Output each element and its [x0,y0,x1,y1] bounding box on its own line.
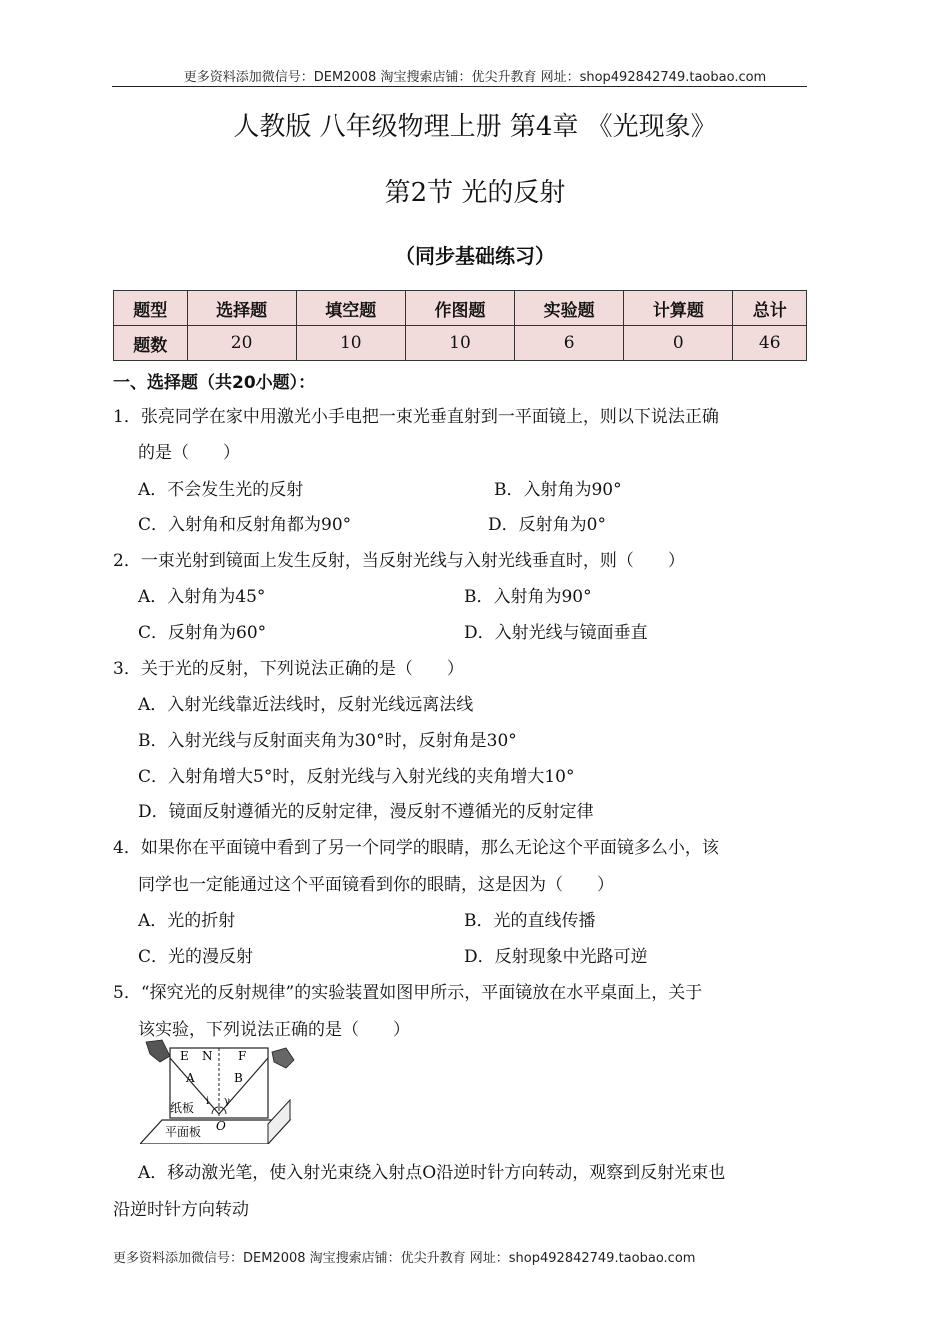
question-1-option-d: D．反射角为0° [488,515,606,535]
table-header-cell: 作图题 [405,291,514,326]
footer-note: 更多资料添加微信号：DEM2008 淘宝搜索店铺：优尖升教育 网址：shop492842749.taobao.com [113,1251,696,1266]
question-4-option-a: A．光的折射 [138,911,236,931]
question-summary-table [113,290,807,361]
question-3-option-b: B．入射光线与反射面夹角为30°时，反射角是30° [138,731,517,751]
question-2-option-a: A．入射角为45° [138,587,266,607]
label-paper-board: 纸板 [170,1101,195,1115]
table-cell: 6 [515,326,624,361]
table-cell: 0 [624,326,733,361]
label-a: A [186,1071,195,1085]
header-note: 更多资料添加微信号：DEM2008 淘宝搜索店铺：优尖升教育 网址：shop492842749.taobao.com [183,70,767,85]
question-1-stem: 1．张亮同学在家中用激光小手电把一束光垂直射到一平面镜上，则以下说法正确 [113,407,719,427]
question-4-stem: 4．如果你在平面镜中看到了另一个同学的眼睛，那么无论这个平面镜多么小，该 [113,838,719,858]
table-cell: 10 [405,326,514,361]
table-header-cell: 题型 [114,291,188,326]
left-hand-laser-icon [146,1040,170,1062]
question-3-stem: 3．关于光的反射，下列说法正确的是（ ） [113,659,464,679]
table-header-row [114,291,807,326]
table-header-cell: 计算题 [624,291,733,326]
table-row-header: 题数 [114,326,188,361]
table-cell: 46 [733,326,807,361]
question-4-option-b: B．光的直线传播 [464,911,596,931]
table-header-cell: 总计 [733,291,807,326]
question-3-option-d: D．镜面反射遵循光的反射定律，漫反射不遵循光的反射定律 [138,802,594,822]
header-divider [112,86,807,87]
label-n: N [202,1049,213,1063]
table-cell: 20 [187,326,296,361]
question-2-stem: 2．一束光射到镜面上发生反射，当反射光线与入射光线垂直时，则（ ） [113,551,685,571]
question-1-option-b: B．入射角为90° [494,480,622,500]
reflection-experiment-figure [140,1038,305,1144]
label-r: γ [224,1096,230,1107]
question-3-option-c: C．入射角增大5°时，反射光线与入射光线的夹角增大10° [138,767,575,787]
table-cell: 10 [296,326,405,361]
table-header-cell: 选择题 [187,291,296,326]
question-1-option-c: C．入射角和反射角都为90° [138,515,352,535]
question-2-option-d: D．入射光线与镜面垂直 [464,623,648,643]
question-5-option-a-cont: 沿逆时针方向转动 [113,1200,249,1220]
question-5-stem: 5．“探究光的反射规律”的实验装置如图甲所示，平面镜放在水平桌面上，关于 [113,983,703,1003]
label-i: i [206,1096,210,1107]
question-2-option-b: B．入射角为90° [464,587,592,607]
question-5-option-a: A．移动激光笔，使入射光束绕入射点O沿逆时针方向转动，观察到反射光束也 [138,1163,726,1183]
table-header-cell: 实验题 [515,291,624,326]
subtitle: （同步基础练习） [395,244,555,268]
question-2-option-c: C．反射角为60° [138,623,267,643]
table-row [114,326,807,361]
section-heading: 一、选择题（共20小题）： [113,373,316,393]
question-3-option-a: A．入射光线靠近法线时，反射光线远离法线 [138,695,474,715]
question-4-option-c: C．光的漫反射 [138,947,254,967]
right-hand-laser-icon [272,1048,294,1068]
question-4-stem-cont: 同学也一定能通过这个平面镜看到你的眼睛，这是因为（ ） [138,875,614,895]
page-title: 人教版 八年级物理上册 第4章 《光现象》 [233,112,717,142]
label-f: F [238,1049,247,1063]
table-header-cell: 填空题 [296,291,405,326]
label-e: E [180,1049,189,1063]
question-4-option-d: D．反射现象中光路可逆 [464,947,648,967]
label-b: B [234,1071,243,1085]
plate-edge [268,1100,290,1144]
section-title: 第2节 光的反射 [384,178,566,208]
label-plane-plate: 平面板 [165,1125,202,1139]
question-1-stem-cont: 的是（ ） [138,443,240,463]
label-o: O [216,1119,226,1133]
question-1-option-a: A．不会发生光的反射 [138,480,304,500]
question-5-stem-cont: 该实验，下列说法正确的是（ ） [138,1020,410,1040]
